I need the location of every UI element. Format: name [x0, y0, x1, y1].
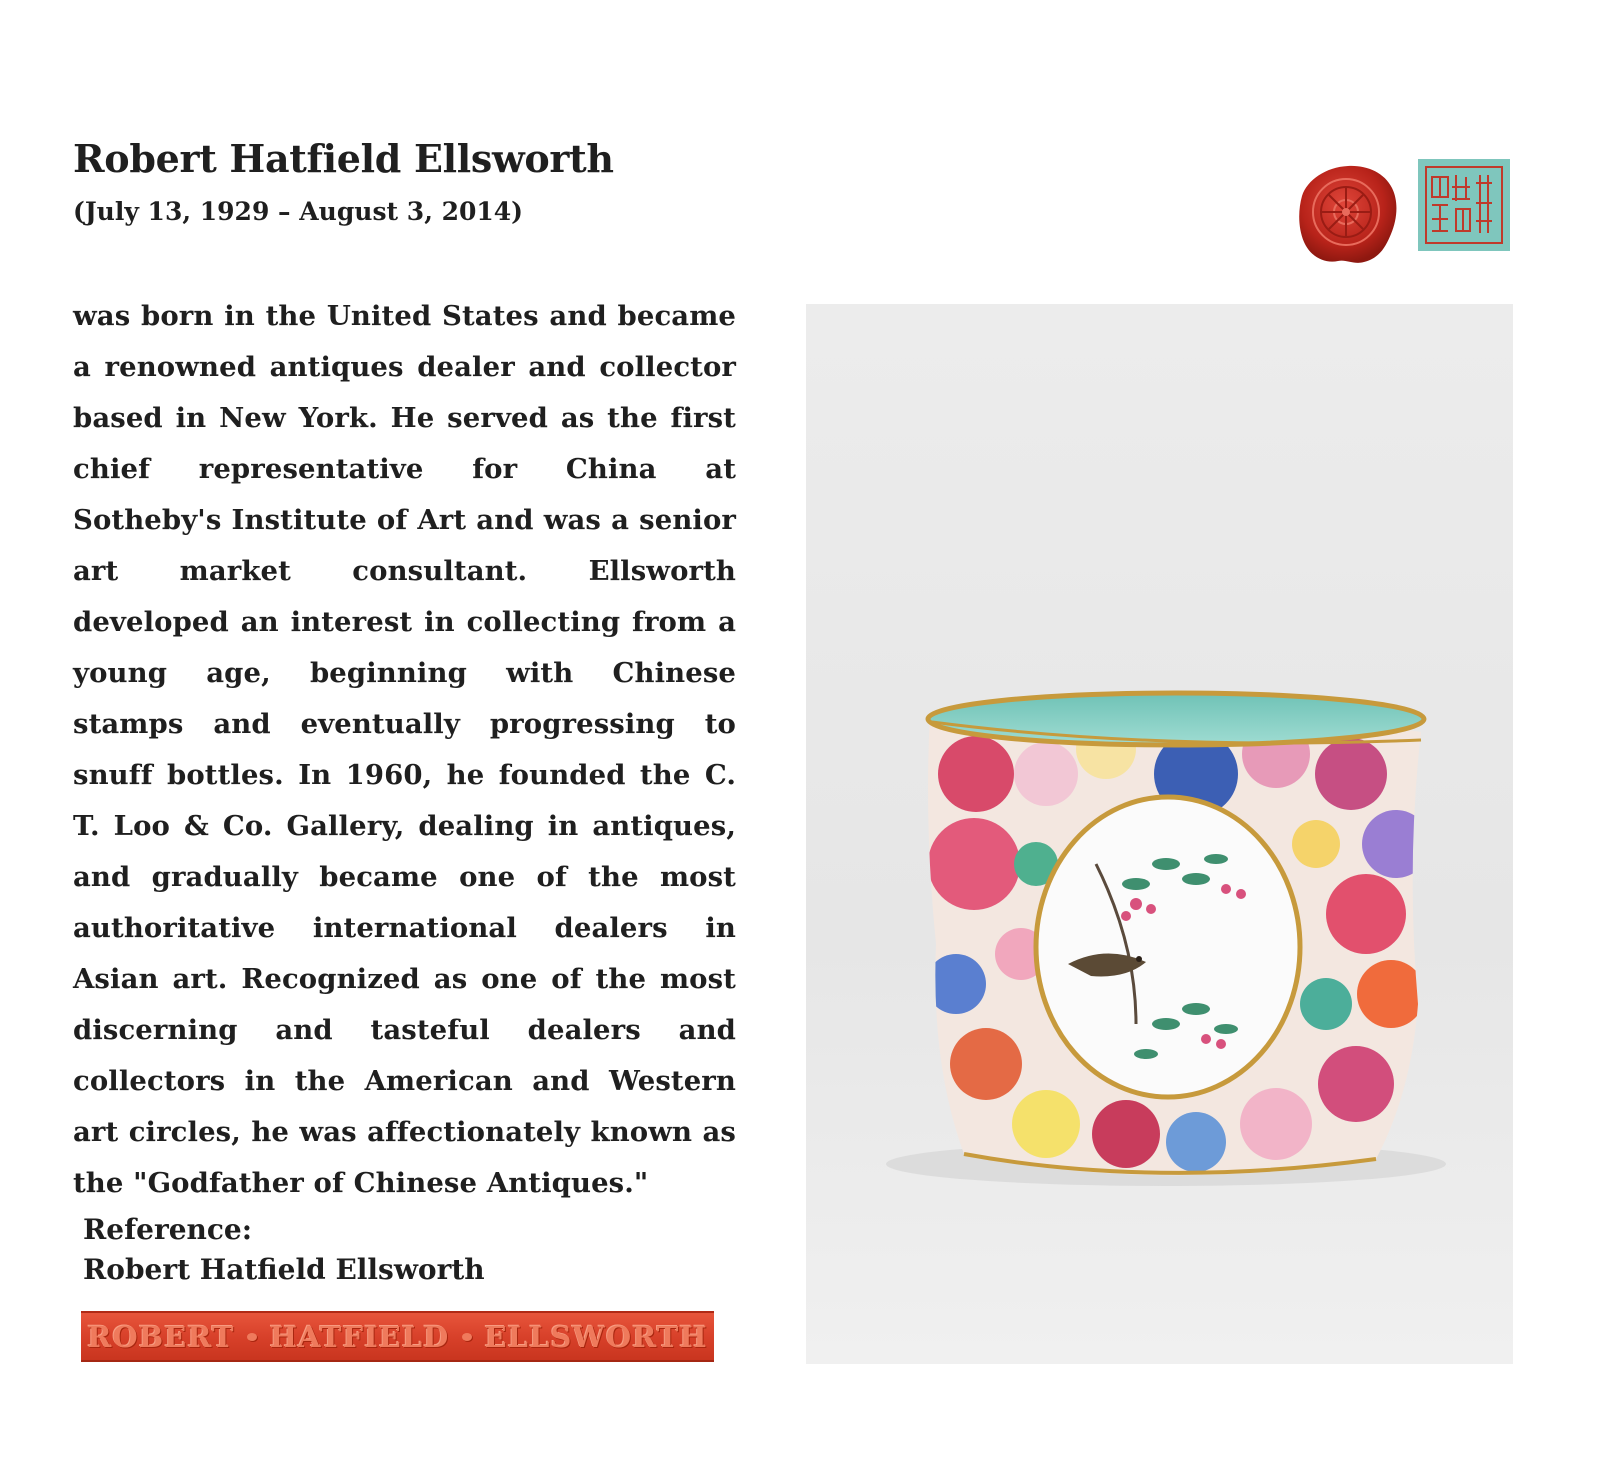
- stamp-word-robert: ROBERT: [87, 1319, 235, 1354]
- life-dates: (July 13, 1929 – August 3, 2014): [73, 197, 524, 226]
- collector-stamp-bar: [81, 1311, 714, 1362]
- reference-label: Reference:: [83, 1213, 253, 1246]
- stamp-word-ellsworth: ELLSWORTH: [484, 1319, 708, 1354]
- stamp-separator: [247, 1333, 257, 1341]
- stamp-word-hatfield: HATFIELD: [269, 1319, 450, 1354]
- stamp-separator: [462, 1333, 472, 1341]
- brush-pot-photo: [806, 304, 1513, 1364]
- wax-seal-icon: [1296, 162, 1400, 266]
- page-title: Robert Hatfield Ellsworth: [73, 136, 614, 181]
- chop-seal-icon: [1418, 159, 1510, 251]
- biography-text: was born in the United States and became a renowned antiques dealer and collector based in New York. He served as the first chief representative for China at Sotheby's Institute of Art and was a senior art market consultant. Ellsworth developed an interest in collecting from a young age, beginning with Chinese stamps and eventually progressing to snuff bottles. In 1960, he founded the C. T. Loo & Co. Gallery, dealing in antiques, and gradually became one of the most authoritative international dealers in Asian art. Recognized as one of the most discerning and tasteful dealers and collectors in the American and Western art circles, he was affectionately known as the "Godfather of Chinese Antiques.": [73, 300, 736, 1199]
- reference-name: Robert Hatfield Ellsworth: [83, 1253, 485, 1286]
